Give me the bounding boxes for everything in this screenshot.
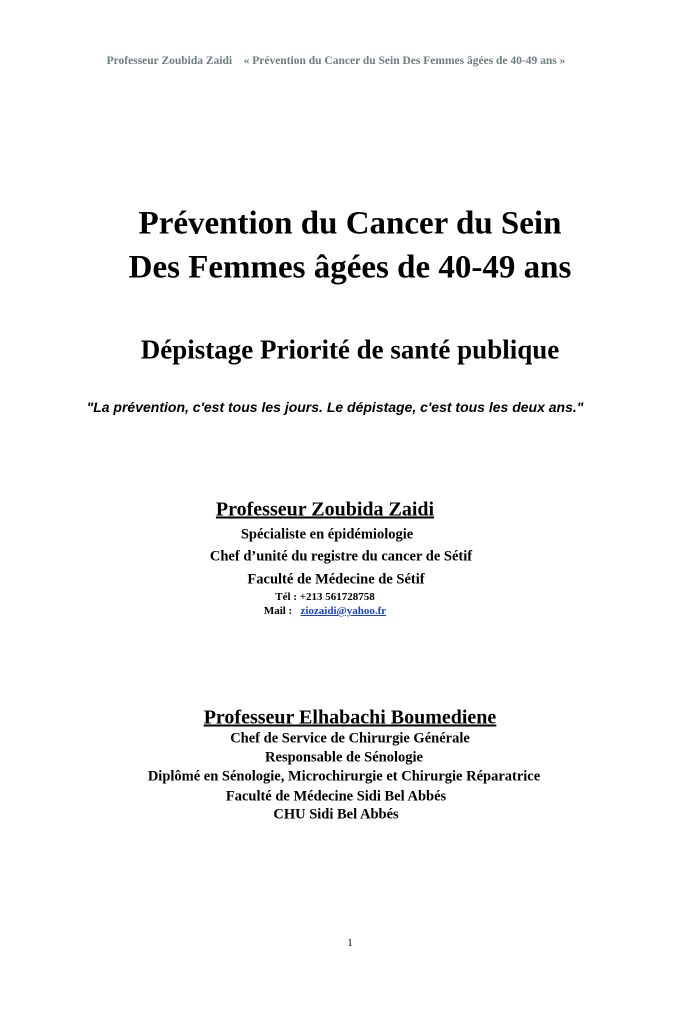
author1-line: Faculté de Médecine de Sétif xyxy=(247,571,425,588)
header-title: « Prévention du Cancer du Sein Des Femmes âgées de 40-49 ans » xyxy=(243,55,566,67)
author2-line: CHU Sidi Bel Abbés xyxy=(273,806,399,823)
title-line-1: Prévention du Cancer du Sein xyxy=(138,205,562,242)
author2-line: Chef de Service de Chirurgie Générale xyxy=(230,730,470,747)
author1-name: Professeur Zoubida Zaidi xyxy=(215,498,435,521)
author2-line: Responsable de Sénologie xyxy=(265,749,423,766)
author2-name: Professeur Elhabachi Boumediene xyxy=(203,706,497,729)
author2-line: Diplômé en Sénologie, Microchirurgie et Chirurgie Réparatrice xyxy=(147,768,541,785)
page-number: 1 xyxy=(347,937,353,949)
title-line-2: Des Femmes âgées de 40-49 ans xyxy=(128,249,572,286)
mail-label: Mail : xyxy=(263,605,293,617)
author1-line: Spécialiste en épidémiologie xyxy=(240,526,414,543)
author2-line: Faculté de Médecine Sidi Bel Abbés xyxy=(225,788,447,805)
author1-mail-row xyxy=(264,605,386,617)
running-header xyxy=(107,55,566,67)
author1-line: Chef d’unité du registre du cancer de Sétif xyxy=(209,548,473,565)
author1-tel: Tél : +213 561728758 xyxy=(275,591,375,603)
mail-link[interactable]: ziozaidi@yahoo.fr xyxy=(300,605,387,617)
header-author: Professeur Zoubida Zaidi xyxy=(106,55,233,67)
subtitle: Dépistage Priorité de santé publique xyxy=(140,334,560,365)
quote: "La prévention, c'est tous les jours. Le dépistage, c'est tous les deux ans." xyxy=(86,399,584,415)
